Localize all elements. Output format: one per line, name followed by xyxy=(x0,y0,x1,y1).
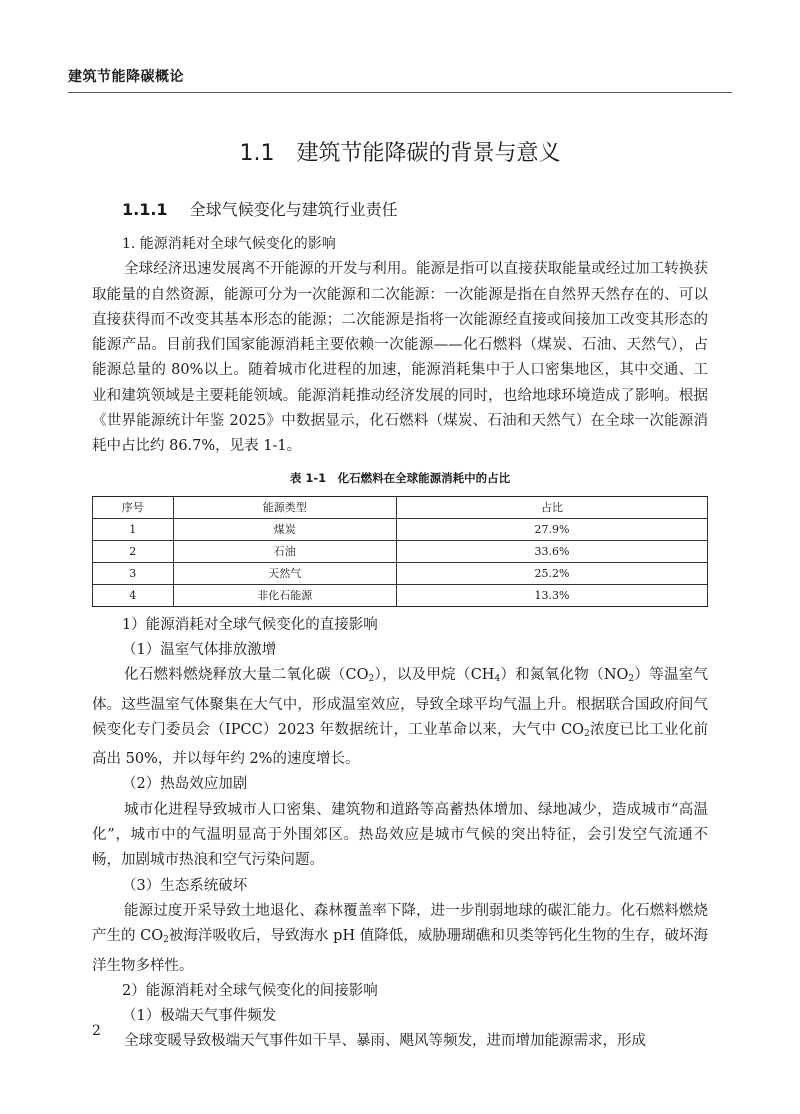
table-cell: 33.6% xyxy=(396,540,707,562)
table-cell: 煤炭 xyxy=(173,518,396,540)
table-cell: 13.3% xyxy=(396,584,707,606)
topic-heading: 1. 能源消耗对全球气候变化的影响 xyxy=(122,236,336,252)
heat-island-paragraph: 城市化进程导致城市人口密集、建筑物和道路等高蓄热体增加、绿地减少，造成城市“高温化”，城市中的气温明显高于外围郊区。热岛效应是城市气候的突出特征，会引发空气流通不畅，加剧城市热浪和空气污染问题。 xyxy=(92,801,708,869)
table-header-cell: 能源类型 xyxy=(173,496,396,518)
subsection-number: 1.1.1 xyxy=(122,200,168,219)
indirect-impact-heading: 2）能源消耗对全球气候变化的间接影响 xyxy=(122,982,378,999)
text-run: 化石燃料燃烧释放大量二氧化碳（CO xyxy=(124,667,369,684)
text-run: 被海洋吸收后，导致海水 pH 值降低，威胁珊瑚礁和贝类等钙化生物的生存，破坏海洋生物多样性。 xyxy=(92,928,708,974)
section-title-text: 建筑节能降碳的背景与意义 xyxy=(296,141,561,166)
table-row xyxy=(93,518,708,540)
table-cell: 27.9% xyxy=(396,518,707,540)
table-cell: 天然气 xyxy=(173,562,396,584)
table-row xyxy=(93,584,708,606)
direct-impact-heading: 1）能源消耗对全球气候变化的直接影响 xyxy=(122,616,378,633)
text-run: 浓度已比工业化前高出 50%，并以每年约 2%的速度增长。 xyxy=(92,721,709,768)
table-row xyxy=(93,562,708,584)
text-run: ），以及甲烷（CH xyxy=(374,667,495,684)
text-run: ）和氮氧化物（NO xyxy=(500,667,629,684)
ecosystem-heading: （3）生态系统破坏 xyxy=(122,877,248,894)
table-header-cell: 序号 xyxy=(93,496,174,518)
subsection-title xyxy=(122,197,398,220)
table-cell: 石油 xyxy=(173,540,396,562)
table-cell: 4 xyxy=(93,584,174,606)
subscript: 2 xyxy=(584,728,590,739)
table-cell: 3 xyxy=(93,562,174,584)
header-rule xyxy=(68,92,732,93)
table-caption: 表 1-1 化石燃料在全球能源消耗中的占比 xyxy=(289,470,511,485)
extreme-weather-heading: （1）极端天气事件频发 xyxy=(122,1008,277,1025)
heat-island-heading: （2）热岛效应加剧 xyxy=(122,776,248,793)
text-run: ）等温室气体。这些温室气体聚集在大气中，形成温室效应，导致全球平均气温上升。根据联合国政府间气候变化专门委员会（IPCC）2023 年数据统计，工业革命以来，大气中 CO xyxy=(92,667,709,738)
body-text xyxy=(92,232,708,1055)
ecosystem-paragraph xyxy=(92,899,708,979)
data-table xyxy=(92,496,708,607)
table-cell: 2 xyxy=(93,540,174,562)
greenhouse-heading: （1）温室气体排放激增 xyxy=(122,641,277,658)
subscript: 2 xyxy=(163,935,169,946)
intro-paragraph: 全球经济迅速发展离不开能源的开发与利用。能源是指可以直接获取能量或经过加工转换获取能量的自然资源，能源可分为一次能源和二次能源：一次能源是指在自然界天然存在的、可以直接获得而不改变其基本形态的能源；二次能源是指将一次能源经直接或间接加工改变其形态的能源产品。目前我们国家能源消耗主要依赖一次能源——化石燃料（煤炭、石油、天然气），占能源总量的 80%以上。随着城市化进程的加速，能源消耗集中于人口密集地区，其中交通、工业和建筑领域是主要耗能领域。能源消耗推动经济发展的同时，也给地球环境造成了影响。根据《世界能源统计年鉴 2025》中数据显示，化石燃料（煤炭、石油和天然气）在全球一次能源消耗中占比约 86.7%，见表 1-1。 xyxy=(92,261,708,455)
extreme-weather-paragraph: 全球变暖导致极端天气事件如干旱、暴雨、飓风等频发，进而增加能源需求，形成 xyxy=(124,1033,646,1050)
page-number: 2 xyxy=(92,1023,101,1039)
subscript: 2 xyxy=(368,674,375,685)
subscript: 4 xyxy=(494,674,501,685)
table-row xyxy=(93,540,708,562)
section-title xyxy=(0,136,800,167)
table-cell: 非化石能源 xyxy=(173,584,396,606)
subscript: 2 xyxy=(628,674,635,685)
table-header-row xyxy=(93,496,708,518)
subsection-title-text: 全球气候变化与建筑行业责任 xyxy=(189,200,398,219)
section-number: 1.1 xyxy=(239,141,275,166)
running-head: 建筑节能降碳概论 xyxy=(68,69,184,85)
text-run: 能源过度开采导致土地退化、森林覆盖率下降，进一步削弱地球的碳汇能力。化石燃料燃烧产生的 CO xyxy=(92,902,708,945)
table-cell: 25.2% xyxy=(396,562,707,584)
table-header-cell: 占比 xyxy=(396,496,707,518)
greenhouse-paragraph xyxy=(92,663,708,772)
table-cell: 1 xyxy=(93,518,174,540)
